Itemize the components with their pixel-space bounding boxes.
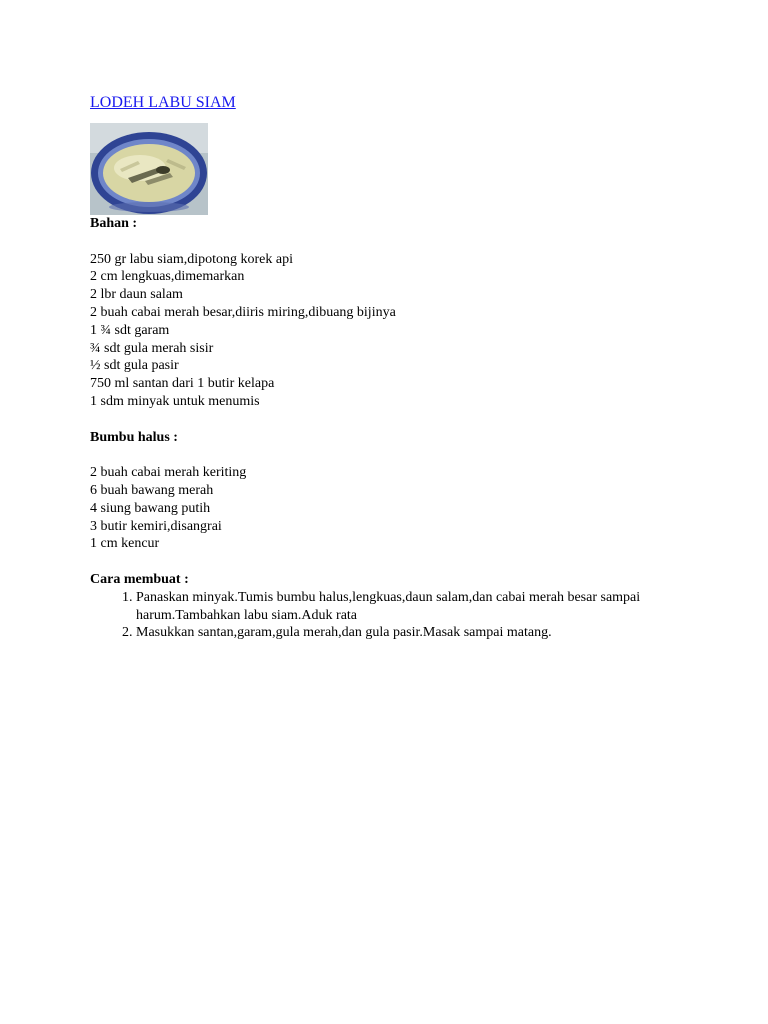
bumbu-list <box>90 464 690 553</box>
list-item: 2 lbr daun salam <box>90 287 183 303</box>
recipe-title-link[interactable]: LODEH LABU SIAM <box>90 94 236 111</box>
soup-bowl-photo <box>90 123 208 215</box>
step-item: 2. Masukkan santan,garam,gula merah,dan gula pasir.Masak sampai matang. <box>136 624 690 642</box>
cara-heading: Cara membuat : <box>90 571 189 587</box>
cara-steps <box>90 589 690 642</box>
step-item: 1. Panaskan minyak.Tumis bumbu halus,lengkuas,daun salam,dan cabai merah besar sampai harum.Tambahkan labu siam.Aduk rata <box>136 589 690 625</box>
list-item: 1 sdm minyak untuk menumis <box>90 393 260 409</box>
list-item: 4 siung bawang putih <box>90 500 211 516</box>
list-item: 6 buah bawang merah <box>90 482 214 498</box>
bahan-list <box>90 251 690 411</box>
bahan-heading: Bahan : <box>90 216 138 231</box>
list-item: 250 gr labu siam,dipotong korek api <box>90 251 293 267</box>
list-item: ¾ sdt gula merah sisir <box>90 340 214 356</box>
list-item: 1 ¾ sdt garam <box>90 322 170 338</box>
list-item: 2 buah cabai merah keriting <box>90 465 247 481</box>
recipe-document <box>90 93 690 642</box>
list-item: 2 cm lengkuas,dimemarkan <box>90 269 245 285</box>
list-item: 1 cm kencur <box>90 536 160 552</box>
list-item: 2 buah cabai merah besar,diiris miring,dibuang bijinya <box>90 304 396 320</box>
list-item: 750 ml santan dari 1 butir kelapa <box>90 376 275 392</box>
list-item: 3 butir kemiri,disangrai <box>90 518 222 534</box>
bumbu-heading: Bumbu halus : <box>90 429 178 445</box>
list-item: ½ sdt gula pasir <box>90 358 179 374</box>
